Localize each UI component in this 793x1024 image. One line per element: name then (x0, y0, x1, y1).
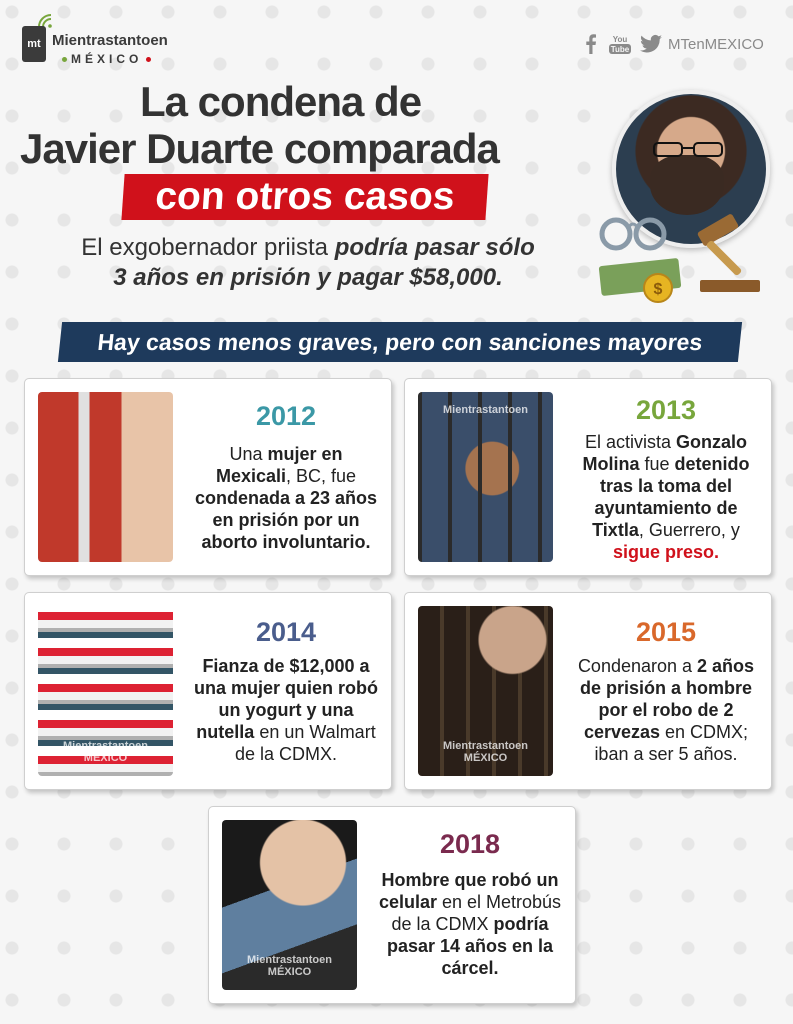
description-segment: en un Walmart de la CDMX. (234, 722, 376, 764)
description-segment: Una (229, 444, 268, 464)
description-segment: fue (639, 454, 675, 474)
brand-name: Mientrastantoen (52, 32, 168, 49)
case-photo (38, 606, 173, 776)
brand-logo: mt (22, 26, 46, 62)
case-card-2014 (24, 592, 392, 790)
case-photo (418, 606, 553, 776)
description-segment: El activista (584, 432, 677, 452)
case-year: 2014 (255, 617, 317, 647)
case-year: 2013 (635, 395, 697, 425)
case-card-2015 (404, 592, 772, 790)
svg-text:Tube: Tube (610, 45, 630, 54)
case-description (375, 869, 565, 979)
description-segment: en prisión por un aborto involuntario. (201, 510, 371, 552)
social-handle[interactable]: MTenMEXICO (668, 36, 764, 53)
youtube-icon[interactable] (608, 34, 632, 54)
case-photo (418, 392, 553, 562)
facebook-icon[interactable] (584, 34, 598, 54)
case-year: 2015 (635, 617, 697, 647)
description-segment: mujer en Mexicali (215, 444, 343, 486)
description-segment: podría pasar 14 años en la cárcel. (386, 914, 554, 978)
description-segment: detenido tras la toma del ayuntamiento de Tixtla (592, 454, 750, 540)
case-description (191, 443, 381, 553)
svg-text:$: $ (653, 281, 663, 298)
photo-watermark: Mientrastantoen (443, 404, 528, 416)
title-line-2: Javier Duarte comparada (20, 125, 499, 172)
case-card-2018 (208, 806, 576, 1004)
description-segment: Gonzalo Molina (582, 432, 748, 474)
subtitle-line-1: El exgobernador priista podría pasar sólo (81, 234, 535, 261)
case-description (571, 431, 761, 563)
glasses-icon (650, 140, 726, 158)
photo-watermark: Mientrastantoen MÉXICO (443, 740, 528, 764)
book-icon (700, 280, 760, 292)
description-segment: condenada a 23 años (194, 488, 378, 508)
case-description (191, 655, 381, 765)
section-banner: Hay casos menos graves, pero con sanciones mayores (58, 322, 742, 362)
coins-icon (640, 270, 676, 306)
case-year: 2012 (255, 401, 317, 431)
description-segment: Condenaron a (577, 656, 698, 676)
description-segment: 2 años de prisión a hombre por el robo de 2 cervezas (579, 656, 755, 742)
photo-watermark: Mientrastantoen MÉXICO (63, 740, 148, 764)
description-segment: , Guerrero, y (638, 520, 740, 540)
title-highlight: con otros casos (121, 174, 488, 220)
case-year: 2018 (439, 829, 501, 859)
gavel-icon (690, 212, 770, 282)
case-card-2013 (404, 378, 772, 576)
description-segment: Fianza de $12,000 a una mujer quien robó un yogurt y una nutella (193, 656, 378, 742)
case-description (571, 655, 761, 765)
description-segment: en CDMX; iban a ser 5 años. (594, 722, 749, 764)
subtitle-line-2: 3 años en prisión y pagar $58,000. (113, 264, 503, 291)
handcuffs-icon (598, 206, 668, 260)
description-segment: Hombre que robó un celular (378, 870, 559, 912)
highlight-text: sigue preso. (612, 542, 720, 562)
photo-watermark: Mientrastantoen MÉXICO (247, 954, 332, 978)
description-segment: en el Metrobús de la CDMX (391, 892, 562, 934)
case-photo (222, 820, 357, 990)
title-line-1: La condena de (140, 78, 422, 125)
description-segment: , BC, fue (286, 466, 357, 486)
case-photo (38, 392, 173, 562)
twitter-icon[interactable] (640, 34, 662, 54)
svg-text:You: You (612, 35, 628, 44)
brand-country: MÉXICO (58, 52, 155, 66)
case-card-2012 (24, 378, 392, 576)
